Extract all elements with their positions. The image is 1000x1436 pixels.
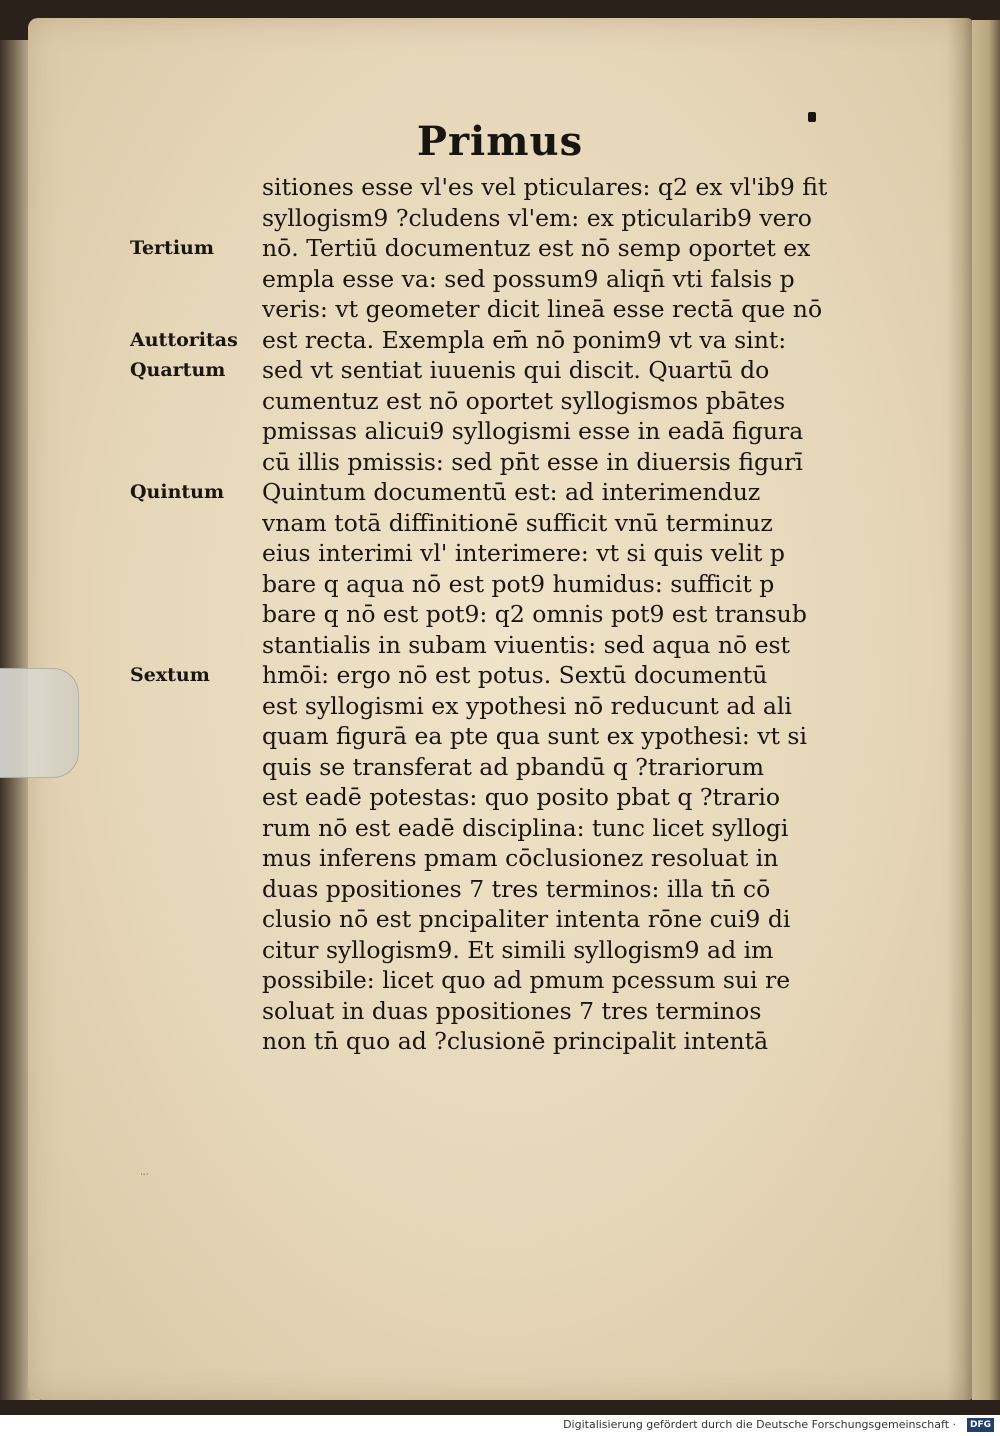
text-line: quis se transferat ad pbandū q ?trariorum (262, 752, 765, 781)
text-line: cū illis pmissis: sed pn̄t esse in diuersis figurī (262, 447, 803, 476)
text-line: eius interimi vl' interimere: vt si quis velit p (262, 539, 785, 567)
text-line: soluat in duas ppositiones 7 tres terminos (262, 996, 762, 1025)
running-head: Primus (416, 118, 584, 165)
text-line: sed vt sentiat iuuenis qui discit. Quartū do (262, 356, 770, 384)
paper-specks: ᐧ·ᐧ (140, 1170, 149, 1181)
marginal-note: Sextum (130, 664, 210, 686)
text-line: duas ppositiones 7 tres terminos: illa tn̄ cō (262, 874, 771, 903)
text-line: non tn̄ quo ad ?clusionē principalit intentā (262, 1027, 769, 1055)
text-line: clusio nō est pncipaliter intenta rōne cui9 di (262, 905, 791, 933)
text-line: est syllogismi ex ypothesi nō reducunt ad ali (262, 691, 792, 720)
text-line: bare q aqua nō est pot9 humidus: sufficit p (262, 569, 775, 598)
footer-credit: Digitalisierung gefördert durch die Deutsche Forschungsgemeinschaft · (563, 1418, 956, 1431)
text-line: possibile: licet quo ad pmum pcessum sui re (262, 966, 791, 994)
text-line: rum nō est eadē disciplina: tunc licet syllogi (262, 813, 789, 842)
text-line: veris: vt geometer dicit lineā esse rectā que nō (262, 295, 823, 323)
marginal-note: Tertium (130, 237, 214, 259)
right-book-edge (972, 20, 1000, 1400)
text-line: stantialis in subam viuentis: sed aqua nō est (262, 630, 790, 659)
marginal-note: Quintum (130, 481, 225, 503)
text-line: mus inferens pmam cōclusionez resoluat in (262, 844, 779, 872)
body-text (262, 172, 832, 1057)
text-line: est recta. Exempla em̄ nō ponim9 vt va sint: (262, 325, 787, 354)
text-line: bare q nō est pot9: q2 omnis pot9 est transub (262, 600, 807, 628)
text-line: Quintum documentū est: ad interimenduz (262, 478, 761, 506)
text-line: citur syllogism9. Et simili syllogism9 ad im (262, 935, 774, 964)
page-clip (0, 668, 79, 778)
text-line: vnam totā diffinitionē sufficit vnū terminuz (262, 508, 773, 537)
digitization-footer (0, 1415, 1000, 1436)
text-line: empla esse va: sed possum9 aliqn̄ vti falsis p (262, 264, 795, 293)
marginal-note: Quartum (130, 359, 226, 381)
marginal-note: Auttoritas (130, 328, 238, 351)
ink-mark (808, 112, 816, 122)
text-line: cumentuz est nō oportet syllogismos pbātes (262, 386, 786, 415)
text-line: pmissas alicui9 syllogismi esse in eadā figura (262, 417, 804, 445)
text-line: quam figurā ea pte qua sunt ex ypothesi: vt si (262, 722, 807, 750)
text-line: nō. Tertiū documentuz est nō semp oportet ex (262, 234, 811, 262)
text-line: est eadē potestas: quo posito pbat q ?trario (262, 783, 781, 811)
text-line: hmōi: ergo nō est potus. Sextū documentū (262, 661, 768, 689)
page-gutter-shadow (947, 18, 973, 1400)
text-line: syllogism9 ?cludens vl'em: ex pticularib9 vero (262, 203, 812, 232)
text-line: sitiones esse vl'es vel pticulares: q2 ex vl'ib9 fit (262, 173, 828, 201)
dfg-logo: DFG (967, 1418, 994, 1432)
